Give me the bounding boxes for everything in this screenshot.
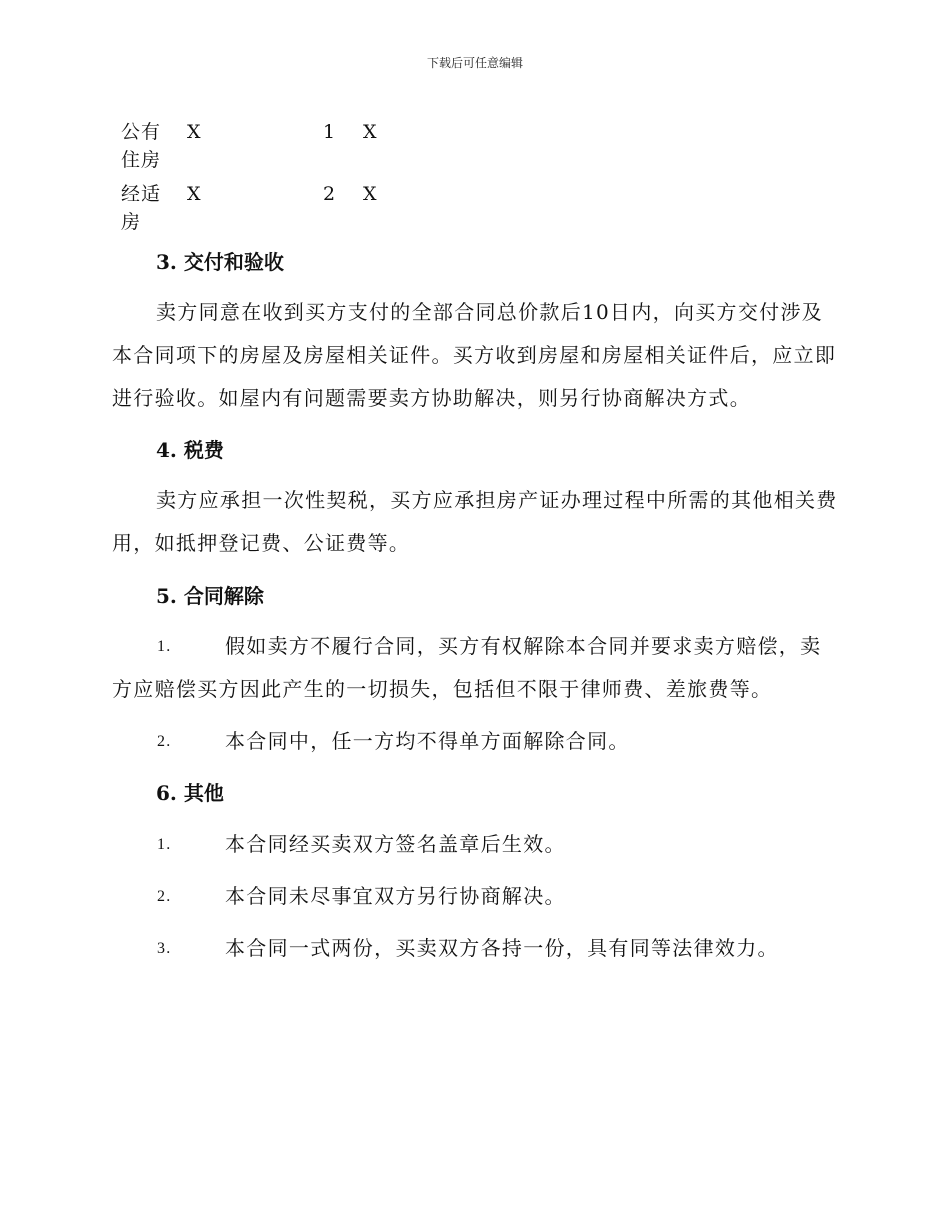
housing-col2: 1 [323, 121, 336, 143]
page-header: 下载后可任意编辑 [426, 56, 523, 70]
list-item-text: 假如卖方不履行合同，买方有权解除本合同并要求卖方赔偿，卖方应赔偿买方因此产生的一切损失，包括但不限于律师费、差旅费等。 [112, 634, 822, 701]
section-heading-delivery: 3. 交付和验收 [156, 250, 284, 274]
section-heading-other: 6. 其他 [156, 781, 224, 805]
section-heading-termination: 5. 合同解除 [156, 584, 264, 608]
list-item-text: 本合同未尽事宜双方另行协商解决。 [225, 884, 566, 908]
housing-type: 经适房 [121, 183, 162, 233]
list-item-number: 1. [157, 638, 172, 655]
housing-type: 公有住房 [121, 121, 162, 171]
list-item-number: 1. [157, 836, 172, 853]
section-heading-taxes: 4. 税费 [156, 438, 224, 462]
list-item-number: 2. [157, 733, 172, 750]
list-item-number: 3. [157, 940, 172, 957]
list-item [112, 875, 838, 918]
housing-col2: 2 [323, 183, 336, 205]
list-item-number: 2. [157, 888, 172, 905]
list-item-text: 本合同一式两份，买卖双方各持一份，具有同等法律效力。 [225, 936, 779, 960]
list-item [112, 927, 838, 970]
list-item-text: 本合同经买卖双方签名盖章后生效。 [225, 832, 566, 856]
section-text-taxes: 卖方应承担一次性契税，买方应承担房产证办理过程中所需的其他相关费用，如抵押登记费、公证费等。 [112, 488, 838, 555]
section-text-delivery: 卖方同意在收到买方支付的全部合同总价款后10日内，向买方交付涉及本合同项下的房屋及房屋相关证件。买方收到房屋和房屋相关证件后，应立即进行验收。如屋内有问题需要卖方协助解决，则另行协商解决方式。 [112, 300, 837, 410]
list-item [112, 823, 838, 866]
housing-col3: X [363, 121, 377, 143]
housing-col3: X [363, 183, 377, 205]
housing-col1: X [187, 183, 201, 205]
list-item [112, 720, 838, 763]
housing-col1: X [187, 121, 201, 143]
list-item [112, 625, 838, 711]
list-item-text: 本合同中，任一方均不得单方面解除合同。 [225, 729, 630, 753]
